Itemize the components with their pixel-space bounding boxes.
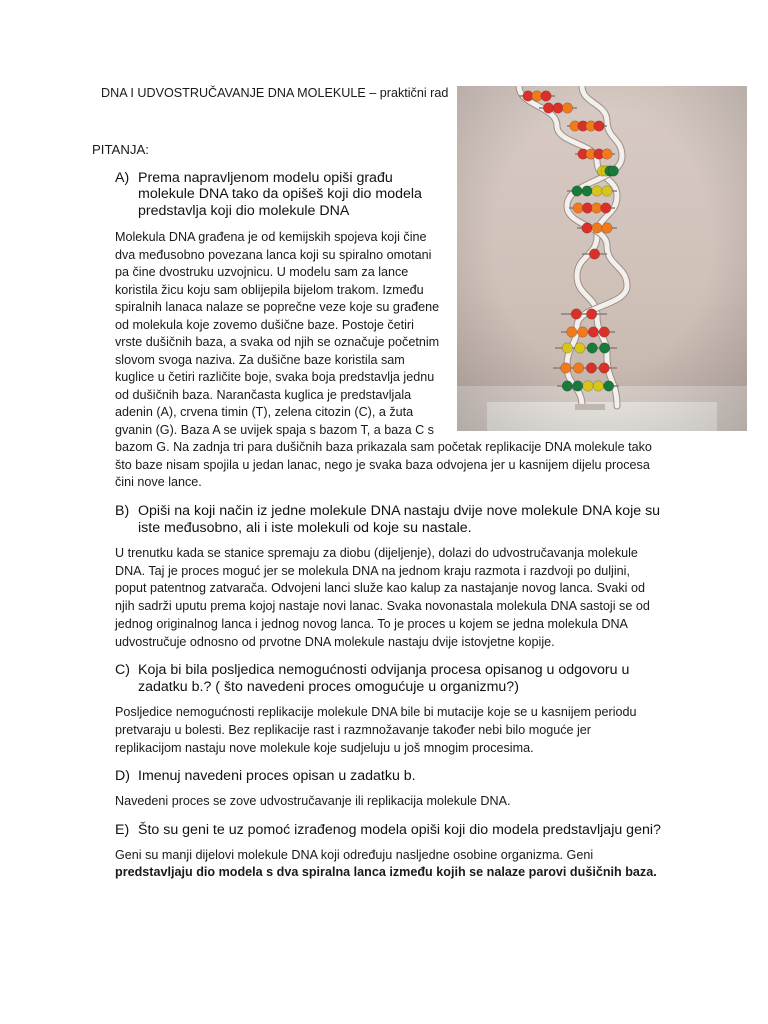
nitrogen-base-bead [583,381,593,391]
question-c-letter: C) [115,662,130,678]
nitrogen-base-bead [582,223,592,233]
nitrogen-base-bead [589,249,599,259]
answer-e-line: Geni su manji dijelovi molekule DNA koji određuju nasljedne osobine organizma. Geni [115,848,594,862]
questions-heading: PITANJA: [92,142,149,157]
question-b-line-2: iste međusobno, ali i iste molekuli od koje su nastale. [138,520,472,536]
nitrogen-base-bead [608,166,618,176]
answer-c-line: Posljedice nemogućnosti replikacije molekule DNA bile bi mutacije koje se u kasnijem periodu [115,705,637,719]
nitrogen-base-bead [586,309,596,319]
answer-d-line: Navedeni proces se zove udvostručavanje ili replikacija molekule DNA. [115,794,511,808]
answer-b-line: udvostručuje odnosno od prvotne DNA molekule nastaju dvije istovjetne kopije. [115,635,555,649]
answer-c-line: pretvaraju u bolesti. Bez replikacije rast i razmnožavanje također nebi bilo moguće jer [115,723,592,737]
question-a-line-1: Prema napravljenom modelu opiši građu [138,170,393,186]
nitrogen-base-bead [543,103,553,113]
nitrogen-base-bead [592,186,602,196]
question-e-line-1: Što su geni te uz pomoć izrađenog modela opiši koji dio modela predstavljaju geni? [138,822,661,838]
nitrogen-base-bead [572,186,582,196]
nitrogen-base-bead [601,203,611,213]
question-c-line-2: zadatku b.? ( što navedeni proces omogućuje u organizmu?) [138,679,519,695]
nitrogen-base-bead [586,363,596,373]
answer-a-line: što baze nisam spojila u jedan lanac, nego je svaka baza odvojena jer u kasnijem dijelu procesa [115,458,650,472]
nitrogen-base-bead [599,327,609,337]
answer-a-line: adenin (A), crvena timin (T), zelena citozin (C), a žuta [115,405,414,419]
nitrogen-base-bead [587,343,597,353]
answer-b-line: poput patentnog zatvarača. Odvojeni lanci služe kao kalup za nastajanje novog lanca. Svaki od [115,581,645,595]
question-a-line-2: molekule DNA tako da opišeš koji dio modela [138,186,422,202]
answer-a-line: koristila žicu koju sam oblijepila bijelom trakom. Između [115,283,424,297]
answer-a-line: od dušičnih baza. Narančasta kuglica je predstavljala [115,388,412,402]
nitrogen-base-bead [588,327,598,337]
document-title: DNA I UDVOSTRUČAVANJE DNA MOLEKULE – praktični rad [101,86,449,100]
nitrogen-base-bead [573,203,583,213]
nitrogen-base-bead [599,363,609,373]
question-d-line-1: Imenuj navedeni proces opisan u zadatku b. [138,768,416,784]
answer-a-line: čini nove lance. [115,475,202,489]
nitrogen-base-bead [575,343,585,353]
nitrogen-base-bead [602,149,612,159]
question-b-line-1: Opiši na koji način iz jedne molekule DNA nastaju dvije nove molekule DNA koje su [138,503,661,519]
dna-model-photo [457,86,747,431]
nitrogen-base-bead [602,186,612,196]
nitrogen-base-bead [561,363,571,373]
nitrogen-base-bead [603,381,613,391]
answer-a-line: gvanin (G). Baza A se uvijek spaja s bazom T, a baza C s [115,423,434,437]
answer-a-line: vrste dušičnih baza, a svaka od njih se označuje početnim [115,335,440,349]
answer-c-line: replikacijom nastaju nove molekule koje sudjeluju u još mnogim procesima. [115,741,534,755]
nitrogen-base-bead [567,327,577,337]
answer-a-line: pa čine dvostruku uzvojnicu. U modelu sam za lance [115,265,409,279]
answer-a-line: kuglice u četiri različite boje, svaka boja predstavlja jednu [115,370,435,384]
answer-a-line: Molekula DNA građena je od kemijskih spojeva koji čine [115,230,427,244]
nitrogen-base-bead [592,223,602,233]
nitrogen-base-bead [591,203,601,213]
question-a-line-3: predstavlja koji dio molekule DNA [138,203,350,219]
answer-a-line: od molekula koje zovemo dušične baze. Postoje četiri [115,318,414,332]
answer-b-line: DNA. Taj je proces moguć jer se molekula DNA na jednom kraju razmota i razdvoji po duljini, [115,564,630,578]
nitrogen-base-bead [572,381,582,391]
nitrogen-base-bead [562,381,572,391]
answer-a-line: bazom G. Na zadnja tri para dušičnih baza prikazala sam početak replikacije DNA molekule tako [115,440,652,454]
nitrogen-base-bead [582,203,592,213]
answer-a-line: dva međusobno povezana lanca koji su spiralno omotani [115,248,432,262]
question-c-line-1: Koja bi bila posljedica nemogućnosti odvijanja procesa opisanog u odgovoru u [138,662,630,678]
nitrogen-base-bead [577,327,587,337]
answer-b-line: njih sadrži uputu prema kojoj nastaje novi lanac. Svaka novonastala molekula DNA sastoji se od [115,599,650,613]
answer-b-line: jednog originalnog lanca i jednog novog lanca. To je proces u kojem se jedna molekula DNA [115,617,628,631]
question-a-letter: A) [115,170,130,186]
nitrogen-base-bead [582,186,592,196]
nitrogen-base-bead [594,121,604,131]
nitrogen-base-bead [593,381,603,391]
question-b-letter: B) [115,503,130,519]
answer-b-line: U trenutku kada se stanice spremaju za diobu (dijeljenje), dolazi do udvostručavanja molekule [115,546,638,560]
nitrogen-base-bead [599,343,609,353]
answer-e-line: predstavljaju dio modela s dva spiralna lanca između kojih se nalaze parovi dušičnih baza. [115,865,657,879]
nitrogen-base-bead [562,343,572,353]
question-e-letter: E) [115,822,130,838]
nitrogen-base-bead [573,363,583,373]
answer-a-line: spiralnih lanaca nalaze se poprečne veze koje su građene [115,300,440,314]
nitrogen-base-bead [541,91,551,101]
nitrogen-base-bead [553,103,563,113]
answer-a-line: slovom svoga naziva. Za dušične baze koristila sam [115,353,405,367]
nitrogen-base-bead [562,103,572,113]
nitrogen-base-bead [602,223,612,233]
nitrogen-base-bead [571,309,581,319]
question-d-letter: D) [115,768,130,784]
model-stand [575,404,605,410]
